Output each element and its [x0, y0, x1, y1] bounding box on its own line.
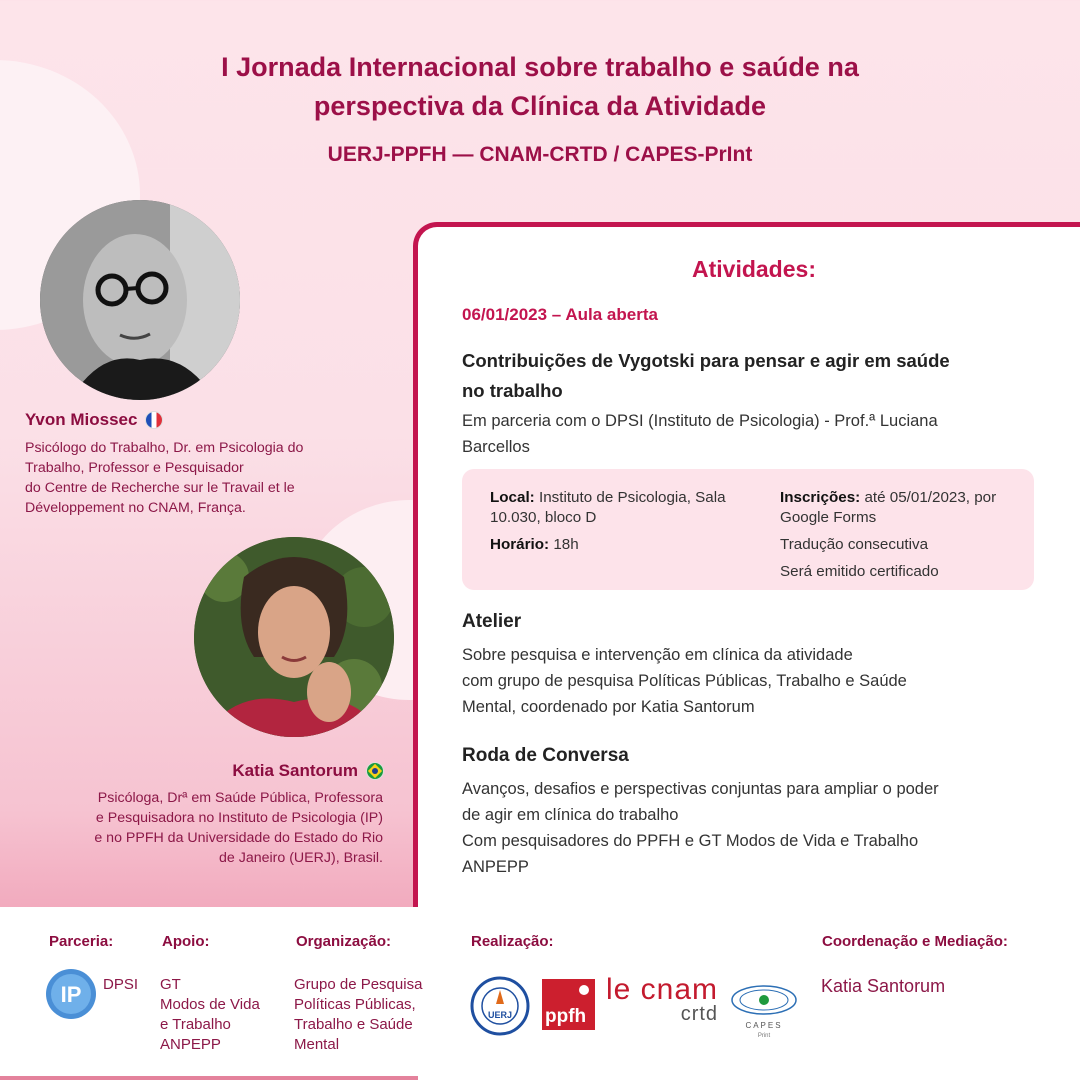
- apoio-text: GT Modos de Vida e Trabalho ANPEPP: [160, 976, 260, 1053]
- coordenacao-label: Coordenação e Mediação:: [822, 933, 1008, 950]
- inscricoes-info: Inscrições: até 05/01/2023, por Google Forms: [780, 489, 997, 526]
- page-subtitle: UERJ-PPFH — CNAM-CRTD / CAPES-PrInt: [327, 143, 753, 166]
- speaker-photo-katia: [194, 537, 394, 737]
- speaker-photo-yvon: [40, 200, 240, 400]
- certificado-info: Será emitido certificado: [780, 563, 939, 580]
- atelier-title: Atelier: [462, 611, 522, 632]
- realizacao-label: Realização:: [471, 933, 554, 950]
- traducao-info: Tradução consecutiva: [780, 536, 929, 553]
- horario-info: Horário: 18h: [490, 536, 579, 553]
- info-column-right: [780, 488, 1030, 589]
- info-column-left: [490, 488, 740, 562]
- footer-strip: [0, 1076, 418, 1080]
- roda-text: Avanços, desafios e perspectivas conjuntas para ampliar o poder de agir em clínica do trabalho Com pesquisadores do PPFH e GT Modos de Vida e Trabalho ANPEPP: [462, 780, 939, 876]
- organizacao-label: Organização:: [296, 933, 392, 950]
- atelier-text: Sobre pesquisa e intervenção em clínica da atividade com grupo de pesquisa Políticas Públicas, Trabalho e Saúde Mental, coordenado por Katia Santorum: [462, 646, 907, 716]
- speaker-bio-katia: Psicóloga, Drª em Saúde Pública, Professora e Pesquisadora no Instituto de Psicologia (IP) e no PPFH da Universidade do Estado do Rio de Janeiro (UERJ), Brasil.: [94, 790, 383, 866]
- local-info: Local: Instituto de Psicologia, Sala 10.030, bloco D: [490, 489, 726, 526]
- parceria-dpsi: DPSI: [103, 976, 139, 993]
- ip-logo-icon: [44, 966, 98, 1022]
- svg-text:Print: Print: [757, 1033, 771, 1039]
- apoio-label: Apoio:: [162, 933, 210, 950]
- svg-text:UERJ: UERJ: [487, 1010, 513, 1020]
- svg-text:CAPES: CAPES: [745, 1021, 783, 1030]
- activity-partnership: Em parceria com o DPSI (Instituto de Psicologia) - Prof.ª Luciana Barcellos: [462, 412, 938, 456]
- france-flag-icon: [145, 411, 163, 429]
- activity-title: Contribuições de Vygotski para pensar e agir em saúde no trabalho: [462, 350, 950, 401]
- speaker-bio-yvon: Psicólogo do Trabalho, Dr. em Psicologia do Trabalho, Professor e Pesquisador do Centre de Recherche sur le Travail et le Développement no CNAM, França.: [25, 440, 304, 516]
- cnam-logo: le cnam crtd: [606, 973, 719, 1025]
- activity-date: 06/01/2023 – Aula aberta: [462, 305, 658, 324]
- activity-info-box: [462, 469, 1034, 590]
- page-title: [90, 48, 990, 126]
- uerj-logo-icon: [470, 976, 530, 1036]
- brazil-flag-icon: [366, 762, 384, 780]
- ppfh-logo-icon: ppfh: [542, 979, 595, 1030]
- svg-text:IP: IP: [60, 982, 82, 1007]
- speaker-name-yvon: Yvon Miossec: [25, 410, 163, 430]
- capes-logo-icon: [728, 976, 800, 1040]
- roda-title: Roda de Conversa: [462, 745, 629, 766]
- organizacao-text: Grupo de Pesquisa Políticas Públicas, Trabalho e Saúde Mental: [294, 976, 423, 1053]
- activities-heading: Atividades:: [692, 256, 816, 282]
- speaker-name-katia: Katia Santorum: [232, 761, 384, 781]
- coordenacao-name: Katia Santorum: [821, 976, 946, 996]
- title-line: I Jornada Internacional sobre trabalho e saúde na: [221, 52, 859, 82]
- title-line: perspectiva da Clínica da Atividade: [313, 91, 767, 121]
- parceria-label: Parceria:: [49, 933, 114, 950]
- ppfh-logo-dot: [579, 985, 589, 995]
